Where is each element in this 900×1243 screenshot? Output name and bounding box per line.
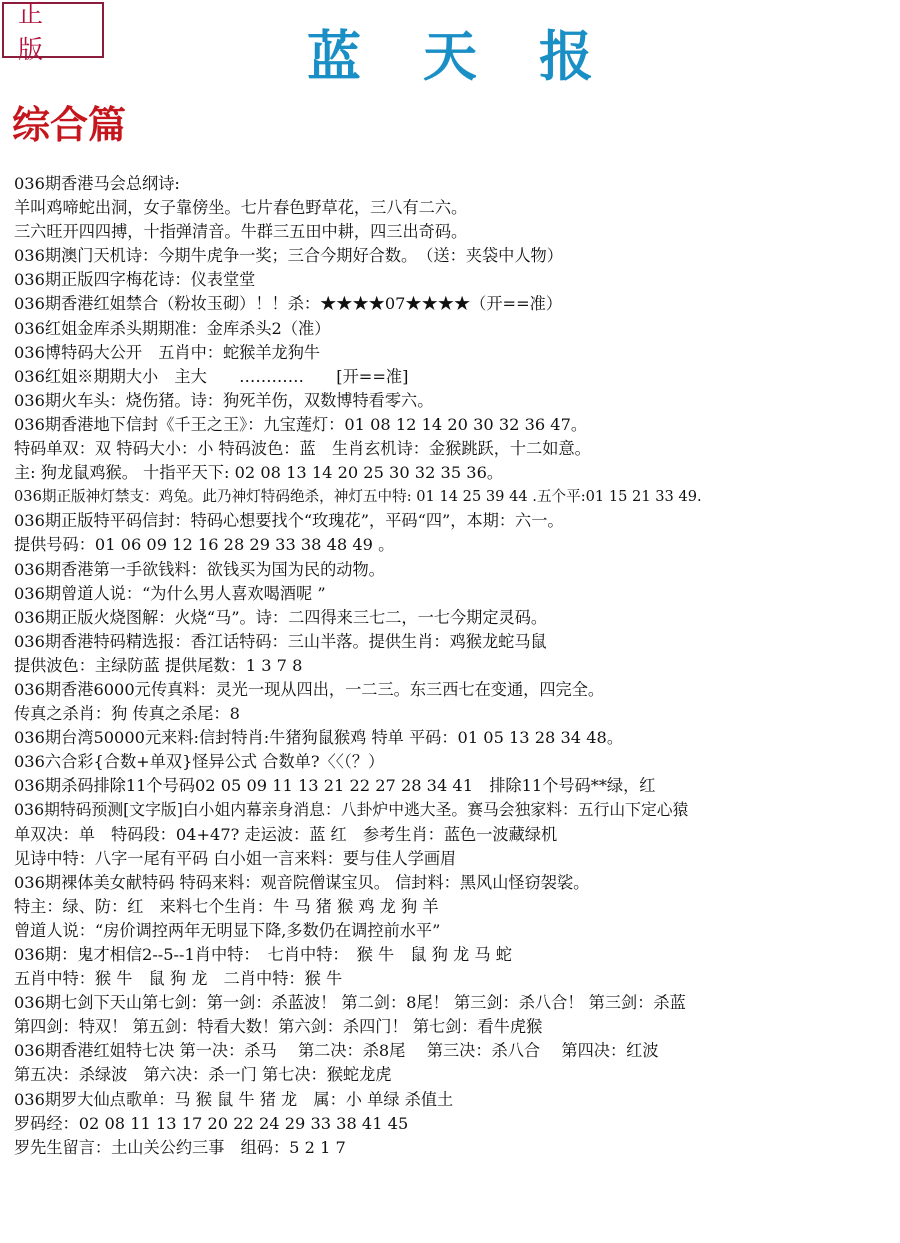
text-line: 见诗中特：八字一尾有平码 白小姐一言来料：要与佳人学画眉 xyxy=(14,848,457,868)
text-line: 第四剑：特双！ 第五剑：特看大数！第六剑：杀四门！ 第七剑：看牛虎猴 xyxy=(14,1017,543,1037)
text-line: 036期特码预测[文字版]白小姐内幕亲身消息：八卦炉中逃大圣。赛马会独家料：五行山下定心猿 xyxy=(14,800,689,820)
text-line: 036期香港特码精选报：香江话特码：三山半落。提供生肖：鸡猴龙蛇马鼠 xyxy=(14,631,547,651)
text-line: 036期裸体美女献特码 特码来料：观音院僧谋宝贝。 信封料：黑风山怪窃袈裟。 xyxy=(14,872,590,892)
text-line: 036期香港马会总纲诗: xyxy=(14,174,180,193)
text-line: 036红姐※期期大小 主大 ………… [开==准] xyxy=(14,366,409,386)
text-line: 传真之杀肖：狗 传真之杀尾：8 xyxy=(14,704,240,724)
text-line: 第五决：杀绿波 第六决：杀一门 第七决：猴蛇龙虎 xyxy=(14,1065,392,1085)
text-line: 036期香港地下信封《千王之王》：九宝莲灯：01 08 12 14 20 30 32 36 47。 xyxy=(14,414,588,434)
text-line: 036期香港红姐禁合（粉妆玉砌）！！杀：★★★★07★★★★（开==准） xyxy=(14,294,563,314)
text-line: 036博特码大公开 五肖中：蛇猴羊龙狗牛 xyxy=(14,342,321,362)
text-line: 036期火车头：烧伤猪。诗：狗死羊伤，双数博特看零六。 xyxy=(14,390,434,410)
article-body xyxy=(14,172,898,1160)
text-line: 036期正版四字梅花诗：仪表堂堂 xyxy=(14,270,256,290)
text-line: 提供波色：主绿防蓝 提供尾数：1 3 7 8 xyxy=(14,655,303,675)
section-heading: 综合篇 xyxy=(12,102,127,147)
text-line: 036期：鬼才相信2--5--1肖中特： 七肖中特： 猴 牛 鼠 狗 龙 马 蛇 xyxy=(14,945,512,964)
text-line: 特码单双：双 特码大小：小 特码波色：蓝 生肖玄机诗：金猴跳跃，十二如意。 xyxy=(14,439,591,459)
text-line: 036期台湾50000元来料:信封特肖:牛猪狗鼠猴鸡 特单 平码：01 05 13 28 34 48。 xyxy=(14,728,624,748)
text-line: 036期香港6000元传真料：灵光一现从四出，一二三。东三西七在变通，四完全。 xyxy=(14,679,605,699)
text-line: 曾道人说：“房价调控两年无明显下降,多数仍在调控前水平” xyxy=(14,920,441,940)
text-line: 罗先生留言：土山关公约三事 组码：5 2 1 7 xyxy=(14,1137,346,1157)
text-line: 羊叫鸡啼蛇出洞，女子靠傍坐。七片春色野草花，三八有二六。 xyxy=(14,198,468,218)
text-line: 三六旺开四四搏，十指弹清音。牛群三五田中耕，四三出奇码。 xyxy=(14,222,468,242)
text-line: 036期罗大仙点歌单：马 猴 鼠 牛 猪 龙 属：小 单绿 杀值土 xyxy=(14,1089,454,1109)
text-line: 单双决：单 特码段：04+47? 走运波：蓝 红 参考生肖：蓝色一波藏绿机 xyxy=(14,824,558,844)
text-line: 036期七剑下天山第七剑：第一剑：杀蓝波！ 第二剑：8尾！ 第三剑：杀八合！ 第三剑：杀蓝 xyxy=(14,993,686,1013)
text-line: 036期正版神灯禁支：鸡兔。此乃神灯特码绝杀，神灯五中特: 01 14 25 39 44 .五个平:01 15 21 33 49. xyxy=(14,488,702,506)
page-title: 蓝天报 xyxy=(307,24,655,88)
text-line: 036期香港第一手欲钱料：欲钱买为国为民的动物。 xyxy=(14,559,385,579)
text-line: 提供号码：01 06 09 12 16 28 29 33 38 48 49 。 xyxy=(14,535,395,555)
text-line: 罗码经：02 08 11 13 17 20 22 24 29 33 38 41 45 xyxy=(14,1113,409,1133)
text-line: 036期澳门天机诗：今期牛虎争一奖；三合今期好合数。 （送：夹袋中人物） xyxy=(14,246,563,266)
text-line: 特主：绿、防：红 来料七个生肖：牛 马 猪 猴 鸡 龙 狗 羊 xyxy=(14,896,439,916)
text-line: 036期杀码排除11个号码02 05 09 11 13 21 22 27 28 34 41 排除11个号码**绿，红 xyxy=(14,776,656,796)
text-line: 036六合彩{合数+单双}怪异公式 合数单?〈〈（？） xyxy=(14,752,385,772)
text-line: 主: 狗龙鼠鸡猴。 十指平天下: 02 08 13 14 20 25 30 32 35 36。 xyxy=(14,463,504,483)
text-line: 036红姐金库杀头期期准：金库杀头2（准） xyxy=(14,318,331,338)
text-line: 036期香港红姐特七决 第一决：杀马 第二决：杀8尾 第三决：杀八合 第四决：红波 xyxy=(14,1041,659,1061)
text-line: 036期正版火烧图解：火烧“马”。诗：二四得来三七二，一七今期定灵码。 xyxy=(14,607,548,627)
text-line: 五肖中特：猴 牛 鼠 狗 龙 二肖中特：猴 牛 xyxy=(14,969,343,989)
edition-badge: 正 版 xyxy=(2,2,104,58)
text-line: 036期曾道人说：“为什么男人喜欢喝酒呢 ” xyxy=(14,583,326,603)
text-line: 036期正版特平码信封：特码心想要找个“玫瑰花”，平码“四”，本期：六一。 xyxy=(14,511,564,531)
